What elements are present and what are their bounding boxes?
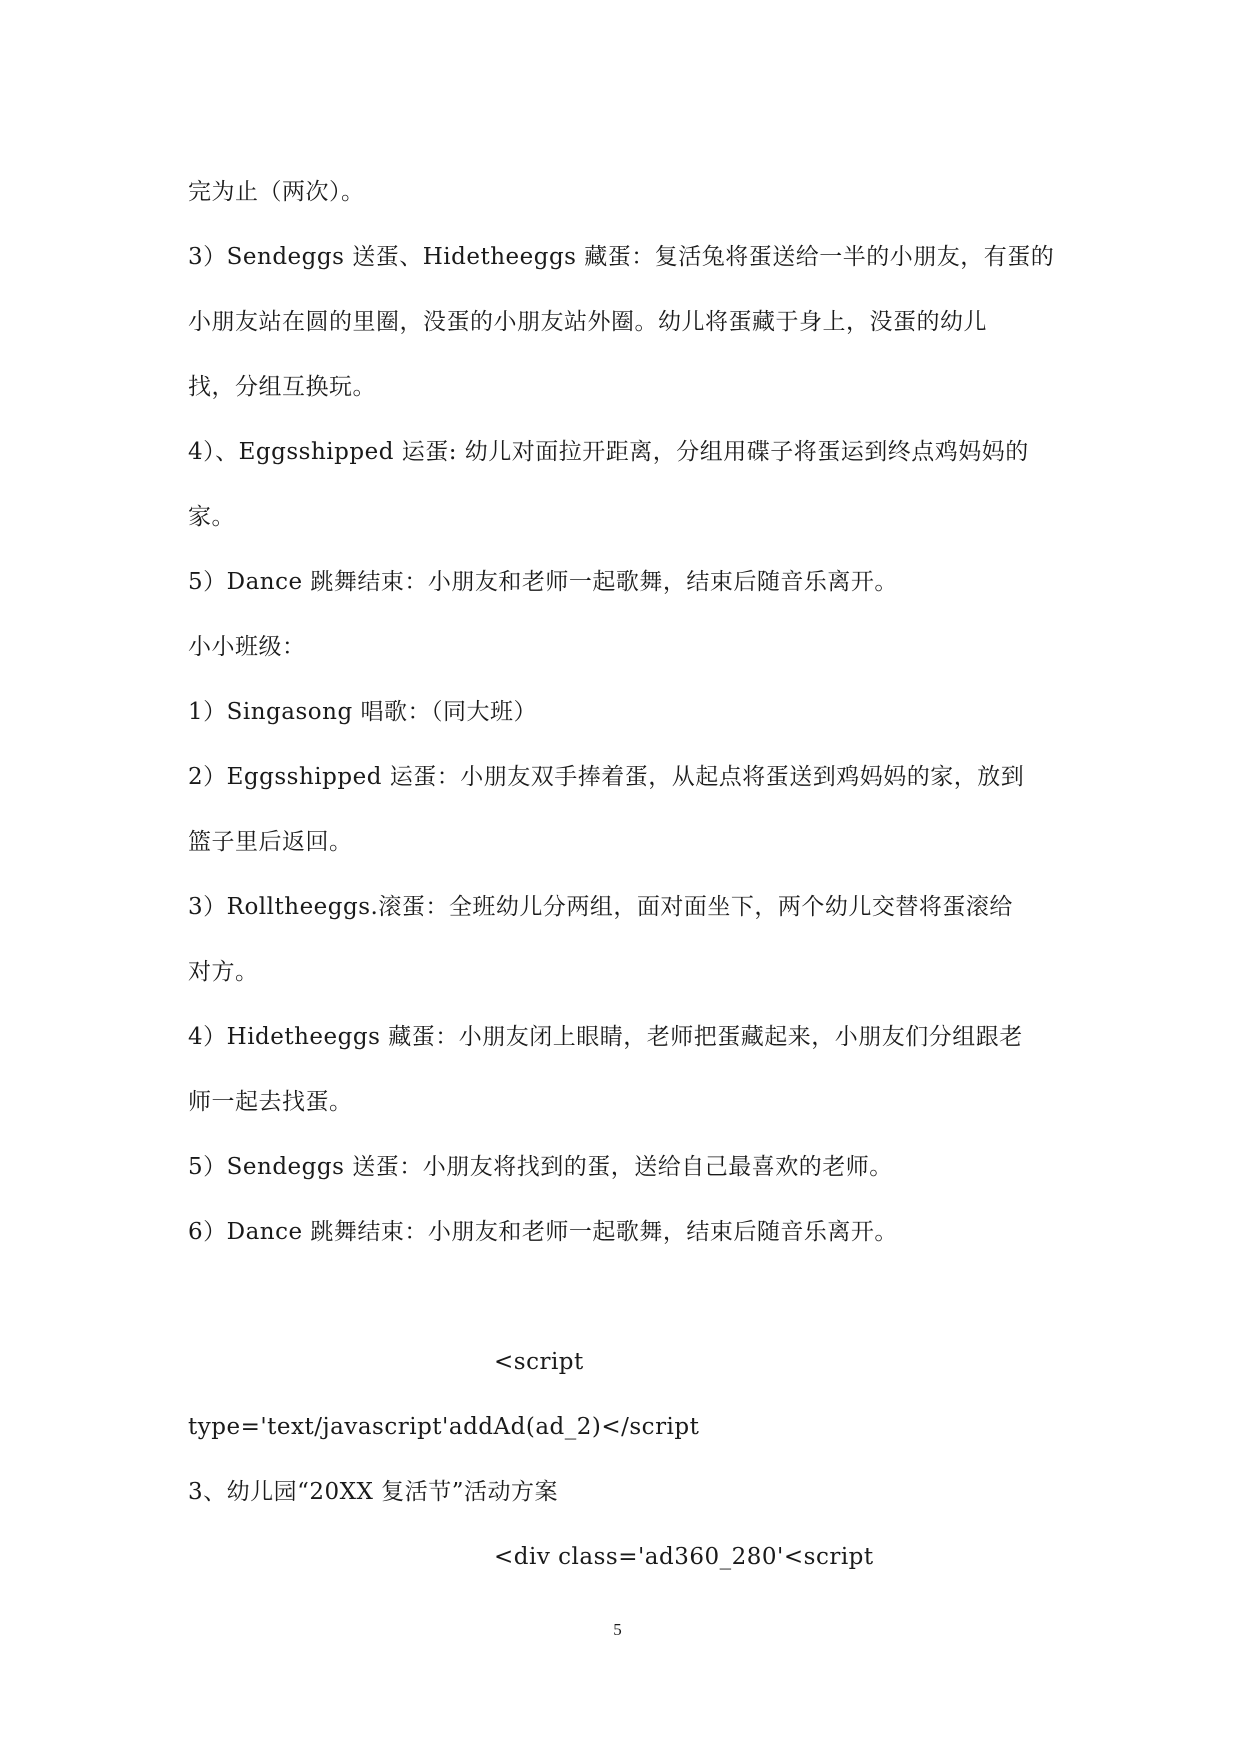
paragraph-line: 3）Rolltheeggs.滚蛋：全班幼儿分两组，面对面坐下，两个幼儿交替将蛋滚给 (188, 894, 1013, 920)
paragraph-line: 篮子里后返回。 (188, 829, 353, 855)
paragraph-line: 6）Dance 跳舞结束：小朋友和老师一起歌舞，结束后随音乐离开。 (188, 1219, 898, 1245)
paragraph-line: 师一起去找蛋。 (188, 1089, 353, 1115)
code-line: <script (494, 1349, 584, 1375)
paragraph-line: 2）Eggsshipped 运蛋：小朋友双手捧着蛋，从起点将蛋送到鸡妈妈的家，放到 (188, 764, 1025, 790)
paragraph-line: 4）、Eggsshipped 运蛋: 幼儿对面拉开距离，分组用碟子将蛋运到终点鸡妈妈的 (188, 439, 1029, 465)
paragraph-line: 1）Singasong 唱歌：（同大班） (188, 699, 537, 725)
paragraph-line: 4）Hidetheeggs 藏蛋：小朋友闭上眼睛，老师把蛋藏起来，小朋友们分组跟老 (188, 1024, 1023, 1050)
paragraph-line: 家。 (188, 504, 235, 530)
blank-space (188, 1265, 1048, 1330)
paragraph-line: 找，分组互换玩。 (188, 374, 376, 400)
section-heading: 3、幼儿园“20XX 复活节”活动方案 (188, 1479, 558, 1505)
code-line: type='text/javascript'addAd(ad_2)</script (188, 1414, 700, 1440)
paragraph-line: 5）Dance 跳舞结束：小朋友和老师一起歌舞，结束后随音乐离开。 (188, 569, 898, 595)
paragraph-line: 对方。 (188, 959, 259, 985)
code-line: <div class='ad360_280'<script (494, 1544, 874, 1570)
paragraph-line: 3）Sendeggs 送蛋、Hidetheeggs 藏蛋：复活兔将蛋送给一半的小朋友，有蛋的 (188, 244, 1055, 270)
paragraph-line: 5）Sendeggs 送蛋：小朋友将找到的蛋，送给自己最喜欢的老师。 (188, 1154, 893, 1180)
paragraph-line: 小朋友站在圆的里圈，没蛋的小朋友站外圈。幼儿将蛋藏于身上，没蛋的幼儿 (188, 309, 987, 335)
section-label: 小小班级： (188, 634, 306, 660)
paragraph-line: 完为止（两次）。 (188, 179, 365, 205)
document-body (188, 160, 1055, 1590)
page-number: 5 (613, 1620, 622, 1639)
